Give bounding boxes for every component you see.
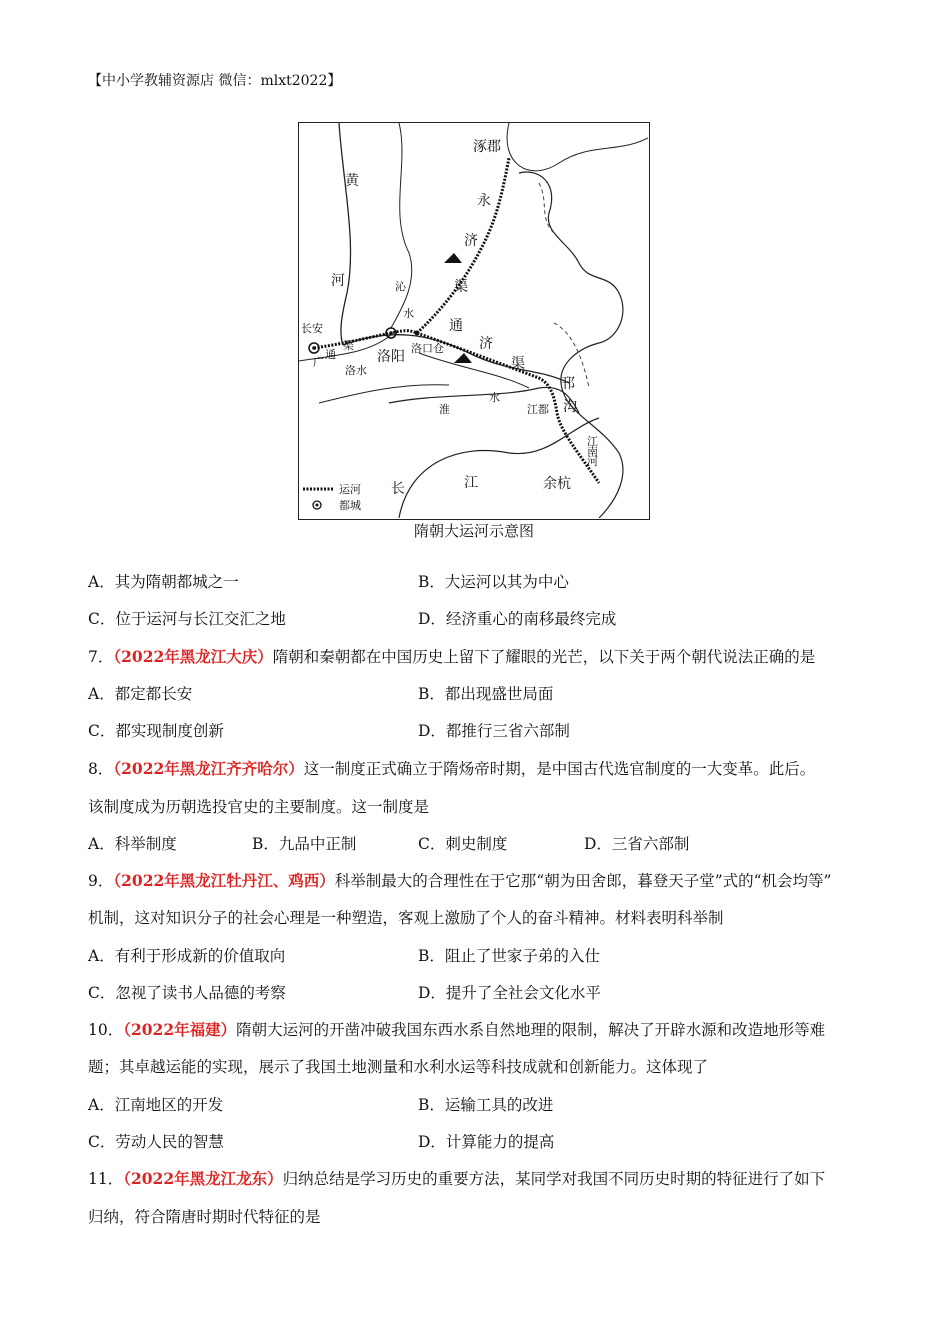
q8-source: （2022年黑龙江齐齐哈尔） [113,759,304,778]
q6-option-c[interactable]: C．位于运河与长江交汇之地 [88,610,286,628]
q10-stem-line2: 题；其卓越运能的实现，展示了我国土地测量和水利水运等科技成就和创新能力。这体现了 [88,1058,709,1076]
label-huang: 黄 [345,173,359,189]
q11-source: （2022年黑龙江龙东） [123,1169,283,1188]
q8-stem-line1 [88,757,815,779]
q11-text1: 归纳总结是学习历史的重要方法，某同学对我国不同历史时期的特征进行了如下 [282,1170,826,1188]
q9-source: （2022年黑龙江牡丹江、鸡西） [113,871,335,890]
q9-number: 9． [88,872,114,890]
q8-option-a[interactable]: A．科举制度 [88,835,177,853]
q9-option-b[interactable]: B．阻止了世家子弟的入仕 [418,947,600,965]
label-shui: 水 [403,307,414,320]
legend-canal-label: 运河 [339,483,361,496]
grand-canal-map [298,122,650,520]
label-he: 河 [331,273,345,289]
label-jiangdu: 江都 [527,403,549,416]
q7-text: 隋朝和秦朝都在中国历史上留下了耀眼的光芒，以下关于两个朝代说法正确的是 [272,648,816,666]
q6-option-b[interactable]: B．大运河以其为中心 [418,573,569,591]
label-jiang: 江 [464,475,478,491]
q11-number: 11． [88,1170,124,1188]
q10-option-a[interactable]: A．江南地区的开发 [88,1096,224,1114]
q9-option-d[interactable]: D．提升了全社会文化水平 [418,984,601,1002]
q10-source: （2022年福建） [123,1020,237,1039]
q7-option-a[interactable]: A．都定都长安 [88,685,193,703]
q9-option-a[interactable]: A．有利于形成新的价值取向 [88,947,286,965]
q10-text1: 隋朝大运河的开凿冲破我国东西水系自然地理的限制，解决了开辟水源和改造地形等难 [236,1021,826,1039]
label-huai: 淮 [439,403,450,416]
legend-capital-label: 都城 [339,499,361,512]
q10-option-b[interactable]: B．运输工具的改进 [418,1096,554,1114]
q10-stem-line1 [88,1018,825,1040]
label-zhuojun: 涿郡 [473,139,501,155]
label-shui2: 水 [489,391,500,404]
label-he2: 河 [587,455,598,468]
q10-number: 10． [88,1021,124,1039]
q10-option-d[interactable]: D．计算能力的提高 [418,1133,555,1151]
label-ji1: 济 [464,233,478,249]
label-tong2: 通 [449,318,463,334]
label-qin: 沁 [395,280,406,293]
label-ji2: 济 [479,336,493,352]
q9-text1: 科举制最大的合理性在于它那“朝为田舍郎，暮登天子堂”式的“机会均等” [334,872,832,890]
q8-option-c[interactable]: C．刺史制度 [418,835,508,853]
q11-stem-line1 [88,1167,825,1189]
q6-option-a[interactable]: A．其为隋朝都城之一 [88,573,239,591]
label-qu1: 渠 [454,279,468,295]
map-svg [299,123,648,518]
q7-option-d[interactable]: D．都推行三省六部制 [418,722,570,740]
label-tong1: 通 [325,348,336,361]
label-gou: 沟 [563,399,577,415]
label-qu2: 渠 [343,339,354,352]
label-han: 邗 [561,376,575,392]
label-guang: 广 [313,356,324,369]
q11-stem-line2: 归纳，符合隋唐时期时代特征的是 [88,1208,321,1226]
label-luoshui: 洛水 [345,364,367,377]
q7-option-b[interactable]: B．都出现盛世局面 [418,685,554,703]
label-luokoucang: 洛口仓 [411,342,444,355]
q8-option-b[interactable]: B．九品中正制 [252,835,357,853]
q7-source: （2022年黑龙江大庆） [113,647,273,666]
map-caption: 隋朝大运河示意图 [413,522,534,540]
label-luoyang: 洛阳 [377,349,405,365]
q6-option-d[interactable]: D．经济重心的南移最终完成 [418,610,617,628]
q9-stem-line1 [88,869,831,891]
page-header: 【中小学教辅资源店 微信：mlxt2022】 [88,73,342,89]
q7-stem [88,645,815,667]
label-qu3: 渠 [511,356,525,372]
label-chang: 长 [391,481,405,497]
q7-number: 7． [88,648,114,666]
q10-option-c[interactable]: C．劳动人民的智慧 [88,1133,224,1151]
q7-option-c[interactable]: C．都实现制度创新 [88,722,224,740]
q8-option-d[interactable]: D．三省六部制 [584,835,690,853]
q8-number: 8． [88,760,114,778]
q8-text1: 这一制度正式确立于隋炀帝时期，是中国古代选官制度的一大变革。此后。 [303,760,816,778]
label-changan: 长安 [301,322,323,335]
q9-option-c[interactable]: C．忽视了读书人品德的考察 [88,984,286,1002]
q8-stem-line2: 该制度成为历朝选投官史的主要制度。这一制度是 [88,798,430,816]
q9-stem-line2: 机制，这对知识分子的社会心理是一种塑造，客观上激励了个人的奋斗精神。材料表明科举制 [88,909,724,927]
label-jiang-nan: 江 [587,435,598,448]
label-nan: 南 [587,445,598,458]
label-yuhang: 余杭 [543,476,571,492]
label-yong: 永 [477,193,491,209]
